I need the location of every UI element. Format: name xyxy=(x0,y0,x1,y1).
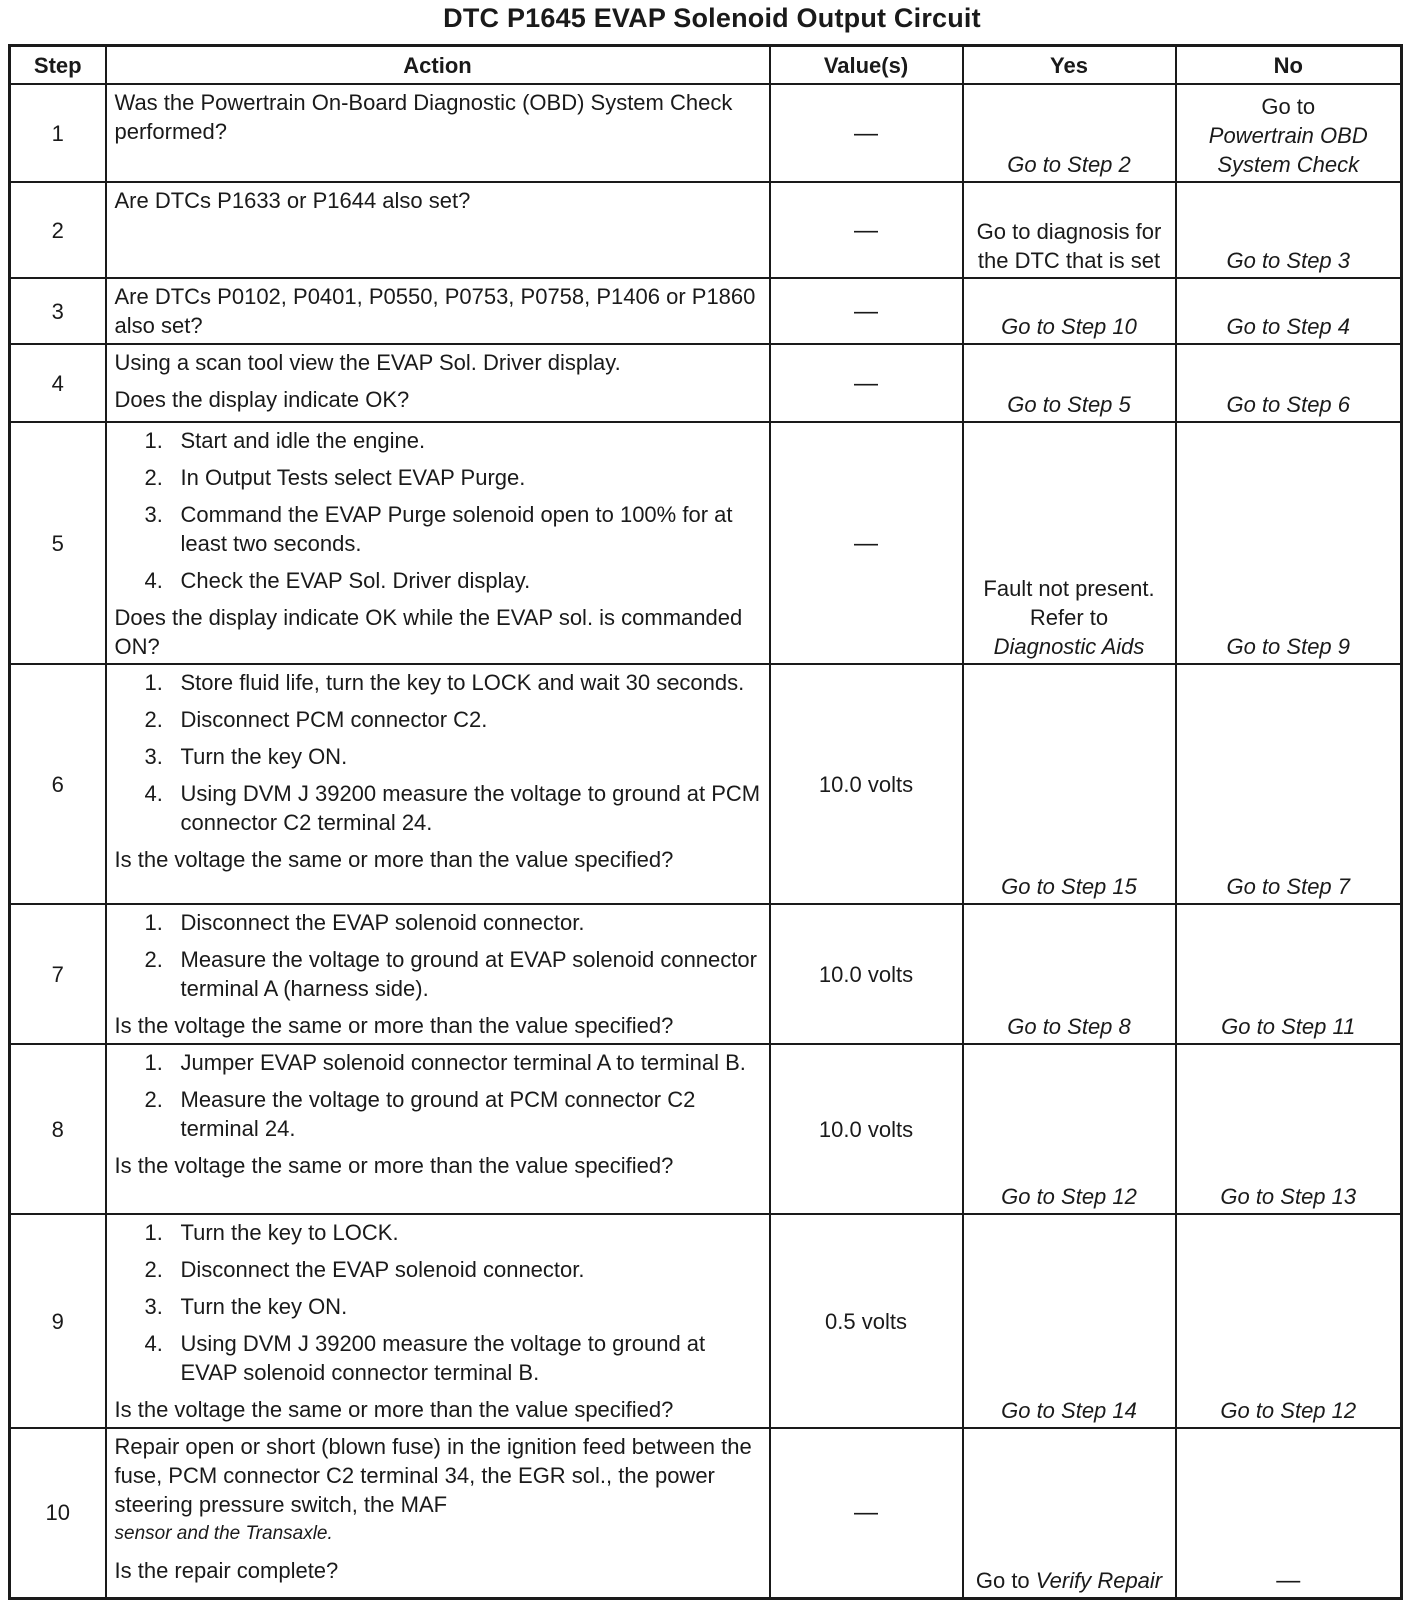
list-item: 1. Jumper EVAP solenoid connector terminal A to terminal B. xyxy=(144,1050,746,1075)
list-item: 4. Using DVM J 39200 measure the voltage to ground at EVAP solenoid connector terminal B. xyxy=(144,1331,706,1385)
action-cell xyxy=(106,1214,770,1428)
yes-cell: Go to Step 10 xyxy=(963,278,1176,344)
table-row xyxy=(10,422,1402,664)
step-number: 6 xyxy=(10,664,106,904)
no-cell: Go to Step 7 xyxy=(1176,664,1402,904)
yes-cell: Go to diagnosis for the DTC that is set xyxy=(963,182,1176,278)
list-item: 4. Using DVM J 39200 measure the voltage to ground at PCM connector C2 terminal 24. xyxy=(144,781,761,835)
value-cell: — xyxy=(770,1428,963,1598)
action-cell xyxy=(106,182,770,278)
step-number: 3 xyxy=(10,278,106,344)
no-cell: Go to Step 6 xyxy=(1176,344,1402,422)
list-item: 1. Disconnect the EVAP solenoid connector. xyxy=(144,910,585,935)
procedure-list xyxy=(115,1218,763,1387)
action-cell xyxy=(106,1428,770,1598)
procedure-list xyxy=(115,1048,763,1143)
step-number: 5 xyxy=(10,422,106,664)
list-item: 3. Command the EVAP Purge solenoid open to 100% for at least two seconds. xyxy=(144,502,733,556)
list-item: 2. Measure the voltage to ground at EVAP solenoid connector terminal A (harness side). xyxy=(144,947,757,1001)
table-row xyxy=(10,1044,1402,1214)
value-cell: 10.0 volts xyxy=(770,904,963,1044)
yes-cell: Go to Step 8 xyxy=(963,904,1176,1044)
list-item: 1. Start and idle the engine. xyxy=(144,428,426,453)
table-row xyxy=(10,278,1402,344)
no-cell: Go to Step 3 xyxy=(1176,182,1402,278)
list-item: 1. Turn the key to LOCK. xyxy=(144,1220,399,1245)
step-number: 4 xyxy=(10,344,106,422)
list-item: 2. Disconnect the EVAP solenoid connector. xyxy=(144,1257,585,1282)
value-cell: 0.5 volts xyxy=(770,1214,963,1428)
step-number: 7 xyxy=(10,904,106,1044)
yes-cell: Go to Verify Repair xyxy=(963,1428,1176,1598)
table-row xyxy=(10,84,1402,182)
procedure-list xyxy=(115,426,763,595)
header-action: Action xyxy=(106,46,770,85)
list-item: 2. Disconnect PCM connector C2. xyxy=(144,707,488,732)
value-cell: — xyxy=(770,84,963,182)
table-row xyxy=(10,182,1402,278)
table-row xyxy=(10,904,1402,1044)
value-cell: — xyxy=(770,344,963,422)
question-text: Is the voltage the same or more than the value specified? xyxy=(114,1397,674,1422)
table-row xyxy=(10,664,1402,904)
procedure-list xyxy=(115,668,763,837)
list-item: 1. Store fluid life, turn the key to LOCK and wait 30 seconds. xyxy=(144,670,745,695)
question-text: Is the repair complete? xyxy=(114,1558,339,1583)
question-text: Does the display indicate OK? xyxy=(114,387,410,412)
yes-cell: Go to Step 12 xyxy=(963,1044,1176,1214)
yes-cell: Go to Step 14 xyxy=(963,1214,1176,1428)
table-row xyxy=(10,344,1402,422)
action-text: Was the Powertrain On-Board Diagnostic (OBD) System Check performed? xyxy=(114,90,733,144)
yes-cell: Go to Step 5 xyxy=(963,344,1176,422)
action-text: Repair open or short (blown fuse) in the ignition feed between the fuse, PCM connector C2 terminal 34, the EGR sol., the power steering pressure switch, the MAF xyxy=(114,1434,752,1517)
step-number: 2 xyxy=(10,182,106,278)
header-step: Step xyxy=(10,46,106,85)
header-yes: Yes xyxy=(963,46,1176,85)
table-row xyxy=(10,1428,1402,1598)
header-value: Value(s) xyxy=(770,46,963,85)
yes-cell: Fault not present. Refer to Diagnostic Aids xyxy=(963,422,1176,664)
no-cell: Go to Step 13 xyxy=(1176,1044,1402,1214)
list-item: 4. Check the EVAP Sol. Driver display. xyxy=(144,568,531,593)
no-cell: — xyxy=(1176,1428,1402,1598)
table-row xyxy=(10,1214,1402,1428)
step-number: 9 xyxy=(10,1214,106,1428)
step-number: 1 xyxy=(10,84,106,182)
action-cell xyxy=(106,904,770,1044)
value-cell: — xyxy=(770,422,963,664)
yes-cell: Go to Step 2 xyxy=(963,84,1176,182)
page-title: DTC P1645 EVAP Solenoid Output Circuit xyxy=(443,3,981,33)
list-item: 3. Turn the key ON. xyxy=(144,744,348,769)
list-item: 2. Measure the voltage to ground at PCM connector C2 terminal 24. xyxy=(144,1087,696,1141)
no-cell: Go to Powertrain OBD System Check xyxy=(1176,84,1402,182)
action-text: Are DTCs P0102, P0401, P0550, P0753, P0758, P1406 or P1860 also set? xyxy=(114,284,756,338)
action-cell xyxy=(106,664,770,904)
yes-cell: Go to Step 15 xyxy=(963,664,1176,904)
no-cell: Go to Step 11 xyxy=(1176,904,1402,1044)
step-number: 8 xyxy=(10,1044,106,1214)
step-number: 10 xyxy=(10,1428,106,1598)
value-cell: — xyxy=(770,182,963,278)
action-text: Using a scan tool view the EVAP Sol. Driver display. xyxy=(114,350,621,375)
action-text: Are DTCs P1633 or P1644 also set? xyxy=(114,188,471,213)
action-cell xyxy=(106,278,770,344)
question-text: Is the voltage the same or more than the value specified? xyxy=(114,1153,674,1178)
action-cell xyxy=(106,1044,770,1214)
action-cell xyxy=(106,422,770,664)
question-text: Does the display indicate OK while the EVAP sol. is commanded ON? xyxy=(114,605,743,659)
no-cell: Go to Step 12 xyxy=(1176,1214,1402,1428)
value-cell: — xyxy=(770,278,963,344)
diagnostic-table xyxy=(8,44,1403,1600)
list-item: 3. Turn the key ON. xyxy=(144,1294,348,1319)
procedure-list xyxy=(115,908,763,1003)
table-header-row xyxy=(10,46,1402,85)
no-cell: Go to Step 4 xyxy=(1176,278,1402,344)
value-cell: 10.0 volts xyxy=(770,1044,963,1214)
question-text: Is the voltage the same or more than the value specified? xyxy=(114,847,674,872)
action-text-continued: sensor and the Transaxle. xyxy=(114,1523,333,1544)
list-item: 2. In Output Tests select EVAP Purge. xyxy=(144,465,526,490)
header-no: No xyxy=(1176,46,1402,85)
action-cell xyxy=(106,344,770,422)
question-text: Is the voltage the same or more than the value specified? xyxy=(114,1013,674,1038)
value-cell: 10.0 volts xyxy=(770,664,963,904)
no-cell: Go to Step 9 xyxy=(1176,422,1402,664)
action-cell xyxy=(106,84,770,182)
